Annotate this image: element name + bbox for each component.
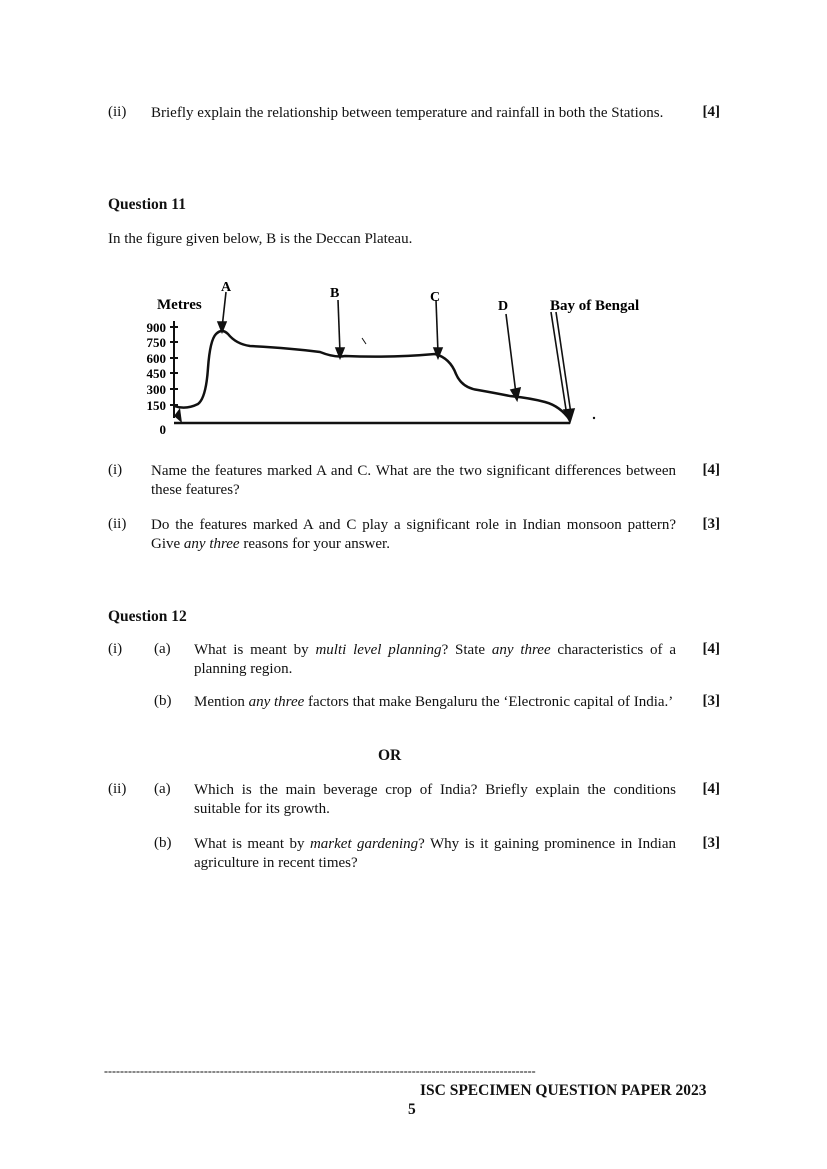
label-bay-of-bengal: Bay of Bengal [550, 298, 640, 314]
arrow-d [506, 314, 516, 394]
marks: [3] [702, 693, 720, 709]
marks: [4] [702, 104, 720, 120]
axis-title: Metres [157, 297, 202, 313]
sub-part-label: (b) [154, 835, 172, 851]
label-a: A [221, 280, 232, 295]
or-divider: OR [378, 747, 402, 764]
arrow-b [338, 300, 340, 353]
marks: [4] [702, 641, 720, 657]
part-number: (ii) [108, 104, 127, 120]
question-11-heading: Question 11 [108, 196, 186, 213]
relief-profile [174, 331, 570, 420]
sub-part-label: (a) [154, 641, 171, 657]
question-text: What is meant by market gardening? Why is it gaining prominence in Indian agriculture in recent times? [194, 836, 677, 871]
question-text: Which is the main beverage crop of India? Briefly explain the conditions suitable for its growth. [194, 782, 676, 817]
question-text: Name the features marked A and C. What are the two significant differences between these features? [151, 463, 676, 498]
marks: [3] [702, 516, 720, 532]
part-number: (ii) [108, 516, 127, 532]
tick-750: 750 [146, 335, 166, 350]
footer-divider: ------------------------------------------------------------------------------------------------------------ [104, 1064, 536, 1078]
question-text: Mention any three factors that make Bengaluru the ‘Electronic capital of India.’ [194, 694, 674, 710]
sub-part-label: (a) [154, 781, 171, 797]
tick-450: 450 [146, 366, 166, 381]
marks: [4] [702, 781, 720, 797]
label-d: D [498, 299, 509, 314]
question-11-intro: In the figure given below, B is the Deccan Plateau. [108, 231, 413, 247]
question-12-heading: Question 12 [108, 608, 187, 625]
deccan-profile-figure [130, 278, 640, 438]
part-number: (i) [108, 641, 123, 657]
tick-150: 150 [146, 398, 166, 413]
tick-300: 300 [146, 382, 166, 397]
marks: [3] [702, 835, 720, 851]
part-number: (ii) [108, 781, 127, 797]
arrow-c [436, 300, 438, 353]
question-text: Briefly explain the relationship between temperature and rainfall in both the Stations. [151, 105, 664, 121]
tick-0: 0 [159, 422, 166, 437]
label-b: B [330, 286, 340, 301]
tick-600: 600 [146, 351, 166, 366]
page-number: 5 [408, 1101, 416, 1118]
tick-900: 900 [146, 320, 166, 335]
marks: [4] [702, 462, 720, 478]
question-text: Do the features marked A and C play a significant role in Indian monsoon pattern? Give any three reasons for your answer. [151, 517, 676, 552]
question-text: What is meant by multi level planning? State any three characteristics of a planning region. [194, 642, 677, 677]
part-number: (i) [108, 462, 123, 478]
sub-part-label: (b) [154, 693, 172, 709]
label-c: C [430, 290, 441, 305]
footer-title: ISC SPECIMEN QUESTION PAPER 2023 [420, 1082, 707, 1099]
